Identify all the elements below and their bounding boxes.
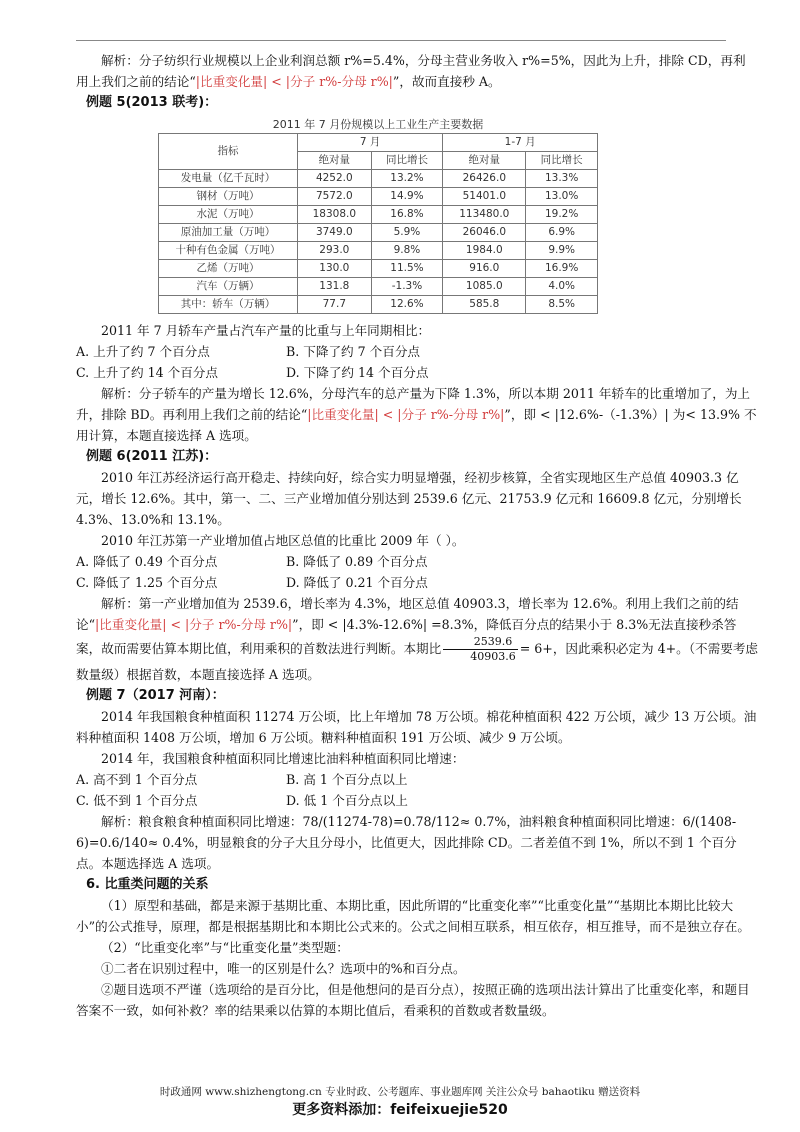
section-6-para-2: （2）“比重变化率”与“比重变化量”类型题： (101, 940, 349, 955)
row-label: 其中：轿车（万辆） (159, 296, 298, 314)
cell: 4252.0 (298, 170, 372, 188)
cell: 293.0 (298, 242, 372, 260)
fraction-numerator: 2539.6 (443, 635, 518, 650)
cell: 19.2% (526, 206, 598, 224)
row-label: 钢材（万吨） (159, 188, 298, 206)
table-row (159, 188, 598, 206)
row-label: 汽车（万辆） (159, 278, 298, 296)
text: ”，即 < |4.3%-12.6%| =8.3%，降低百分点的结果小于 8.3%无法直接秒杀答案，故而需要估算本期比值，利用乘积的首数法进行判断。本期比 (76, 617, 737, 656)
cell: 1085.0 (443, 278, 526, 296)
cell: 130.0 (298, 260, 372, 278)
example-6-text: 2010 年江苏经济运行高开稳走、持续向好，综合实力明显增强，经初步核算，全省实现地区生产总值 40903.3 亿元，增长 12.6%。其中，第一、二、三产业增加值分别达到 2539.6 亿元、21753.9 亿元和 16609.8 亿元，分别增长 4.3%、13.0%和 13.1%。 (76, 470, 742, 527)
formula-highlight: |比重变化量| < |分子 r%-分母 r%| (307, 407, 505, 422)
footer-contact: 更多资料添加：feifeixuejie520 (292, 1102, 508, 1118)
cell: 11.5% (371, 260, 443, 278)
cell: 4.0% (526, 278, 598, 296)
main-content (76, 50, 758, 1021)
row-label: 发电量（亿千瓦时） (159, 170, 298, 188)
option-a: A. 上升了约 7 个百分点 (76, 344, 210, 359)
cell: 5.9% (371, 224, 443, 242)
cell: 77.7 (298, 296, 372, 314)
cell: 131.8 (298, 278, 372, 296)
text: ”，即 < |12.6%-（-1.3%）| 为< 13.9% 不用计算，本题直接选择 A 选项。 (76, 407, 757, 443)
industrial-data-table (158, 133, 598, 314)
cell: 12.6% (371, 296, 443, 314)
section-6-para-1: （1）原型和基础，都是来源于基期比重、本期比重，因此所谓的“比重变化率”“比重变化量”“基期比本期比比较大小”的公式推导，原理，都是根据基期比和本期比公式来的。公式之间相互联系，相互依存，相互推导，而不是独立存在。 (76, 898, 750, 934)
row-label: 原油加工量（万吨） (159, 224, 298, 242)
header-abs-july: 绝对量 (298, 152, 372, 170)
cell: 13.0% (526, 188, 598, 206)
option-b: B. 降低了 0.89 个百分点 (286, 554, 428, 569)
example-7-title: 例题 7（2017 河南）： (86, 688, 225, 703)
example-6-options-ab (76, 551, 758, 572)
table-row (159, 278, 598, 296)
example-5-options-ab (76, 341, 758, 362)
table-row (159, 170, 598, 188)
table-caption: 2011 年 7 月份规模以上工业生产主要数据 (272, 118, 484, 131)
header-abs-jan-july: 绝对量 (443, 152, 526, 170)
cell: 16.8% (371, 206, 443, 224)
text: 解析：分子轿车的产量为增长 12.6%，分母汽车的总产量为下降 1.3%，所以本期 2011 年轿车的比重增加了，为上升，排除 BD。再利用上我们之前的结论“ (76, 386, 751, 422)
header-index: 指标 (159, 134, 298, 170)
text: 解析：分子纺织行业规模以上企业利润总额 r%=5.4%，分母主营业务收入 r%=5%，因此为上升，排除 CD，再利用上我们之前的结论“ (76, 53, 746, 89)
option-a: A. 降低了 0.49 个百分点 (76, 554, 218, 569)
example-6-analysis (76, 593, 758, 685)
header-yoy-july: 同比增长 (371, 152, 443, 170)
formula-highlight: |比重变化量| < |分子 r%-分母 r%| (195, 74, 393, 89)
cell: 26046.0 (443, 224, 526, 242)
example-5-analysis (76, 383, 758, 446)
option-c: C. 上升了约 14 个百分点 (76, 365, 218, 380)
option-d: D. 下降了约 14 个百分点 (286, 365, 429, 380)
option-a: A. 高不到 1 个百分点 (76, 772, 198, 787)
example-7-options-ab (76, 769, 758, 790)
cell: 13.3% (526, 170, 598, 188)
example-5-title: 例题 5(2013 联考)： (86, 95, 218, 110)
section-6-title: 6. 比重类问题的关系 (86, 877, 209, 892)
example-7-analysis: 解析：粮食粮食种植面积同比增速：78/(11274-78)=0.78/112≈ 0.7%，油料粮食种植面积同比增速：6/(1408-6)=0.6/140≈ 0.4%，明显粮食的分子大且分母小，比值更大，因此排除 CD。二者差值不到 1%，所以不到 1 个百分点。本题选择选 A 选项。 (76, 814, 737, 871)
cell: 16.9% (526, 260, 598, 278)
section-6-para-3: ①二者在识别过程中，唯一的区别是什么？选项中的%和百分点。 (101, 961, 466, 976)
cell: 14.9% (371, 188, 443, 206)
example-7-question: 2014 年，我国粮食种植面积同比增速比油料种植面积同比增速： (101, 751, 465, 766)
example-6-options-cd (76, 572, 758, 593)
cell: 51401.0 (443, 188, 526, 206)
cell: 7572.0 (298, 188, 372, 206)
option-d: D. 低 1 个百分点以上 (286, 793, 408, 808)
example-7-options-cd (76, 790, 758, 811)
header-rule (76, 40, 726, 41)
table-row (159, 242, 598, 260)
cell: -1.3% (371, 278, 443, 296)
option-b: B. 高 1 个百分点以上 (286, 772, 408, 787)
cell: 8.5% (526, 296, 598, 314)
footer-line: 时政通网 www.shizhengtong.cn 专业时政、公考题库、事业题库网 关注公众号 bahaotiku 赠送资料 (159, 1086, 641, 1098)
example-6-question: 2010 年江苏第一产业增加值占地区总值的比重比 2009 年（ ）。 (101, 533, 465, 548)
option-d: D. 降低了 0.21 个百分点 (286, 575, 428, 590)
section-6-para-4: ②题目选项不严谨（选项给的是百分比，但是他想问的是百分点），按照正确的选项出法计算出了比重变化率，和题目答案不一致，如何补救？率的结果乘以估算的本期比值后，看乘积的首数或者数量级。 (76, 982, 750, 1018)
table-row (159, 206, 598, 224)
formula-highlight: |比重变化量| < |分子 r%-分母 r%| (95, 617, 293, 632)
row-label: 乙烯（万吨） (159, 260, 298, 278)
cell: 3749.0 (298, 224, 372, 242)
fraction-denominator: 40903.6 (470, 650, 516, 663)
row-label: 十种有色金属（万吨） (159, 242, 298, 260)
cell: 6.9% (526, 224, 598, 242)
text: = 6+，因此乘积必定为 4+。（不需要考虑数量级）根据首数，本题直接选择 A 选项。 (76, 641, 759, 682)
example-5-question: 2011 年 7 月轿车产量占汽车产量的比重与上年同期相比： (101, 323, 431, 338)
text: 解析：第一产业增加值为 2539.6，增长率为 4.3%，地区总值 40903.3，增长率为 12.6%。利用上我们之前的结论“ (76, 596, 739, 632)
analysis-paragraph-1 (76, 50, 758, 92)
cell: 1984.0 (443, 242, 526, 260)
option-c: C. 降低了 1.25 个百分点 (76, 575, 218, 590)
header-july: 7 月 (298, 134, 443, 152)
example-5-options-cd (76, 362, 758, 383)
option-c: C. 低不到 1 个百分点 (76, 793, 198, 808)
cell: 9.9% (526, 242, 598, 260)
fraction (443, 635, 518, 664)
header-yoy-jan-july: 同比增长 (526, 152, 598, 170)
header-jan-july: 1-7 月 (443, 134, 598, 152)
cell: 18308.0 (298, 206, 372, 224)
table-row (159, 224, 598, 242)
cell: 113480.0 (443, 206, 526, 224)
data-table-figure (158, 117, 598, 314)
cell: 916.0 (443, 260, 526, 278)
example-7-text: 2014 年我国粮食种植面积 11274 万公顷，比上年增加 78 万公顷。棉花种植面积 422 万公顷，减少 13 万公顷。油料种植面积 1408 万公顷，增加 6 万公顷。糖料种植面积 191 万公顷、减少 9 万公顷。 (76, 709, 757, 745)
option-b: B. 下降了约 7 个百分点 (286, 344, 421, 359)
cell: 26426.0 (443, 170, 526, 188)
row-label: 水泥（万吨） (159, 206, 298, 224)
table-row (159, 296, 598, 314)
table-row (159, 260, 598, 278)
example-6-title: 例题 6(2011 江苏)： (86, 449, 218, 464)
cell: 9.8% (371, 242, 443, 260)
text: ”，故而直接秒 A。 (392, 74, 501, 89)
cell: 585.8 (443, 296, 526, 314)
cell: 13.2% (371, 170, 443, 188)
